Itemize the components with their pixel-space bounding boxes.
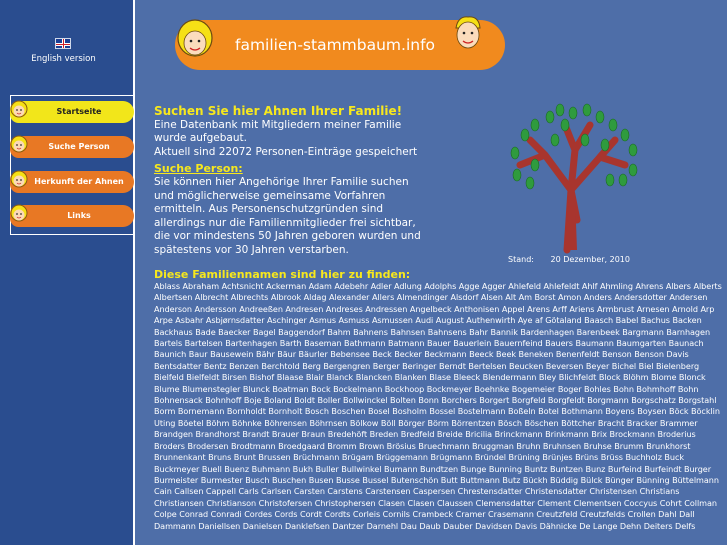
girl-icon [8,202,30,228]
english-version-link[interactable]: English version [31,54,96,64]
intro-heading: Suchen Sie hier Ahnen Ihrer Familie! [154,104,403,118]
nav-links-label: Links [67,211,91,220]
intro-text-2: Aktuell sind 22072 Personen-Einträge gespeichert [154,145,418,158]
sidebar [0,0,133,545]
nav-suche-person[interactable] [10,136,134,158]
nav-links[interactable] [10,205,134,227]
names-heading: Diese Familiennamen sind hier zu finden: [154,268,411,281]
suche-person-heading[interactable]: Suche Person: [154,162,243,176]
girl-icon [8,98,30,124]
nav-herkunft-der-ahnen[interactable] [10,171,134,193]
stand-date [508,255,630,264]
intro-text-1: Eine Datenbank mit Mitgliedern meiner Familie wurde aufgebaut. [154,118,402,145]
site-title: familien-stammbaum.info [235,36,436,54]
nav-startseite[interactable] [10,101,134,123]
family-names-list[interactable]: Ablass Abraham Achtsnicht Ackerman Adam Adebehr Adler Adlung Adolphs Agge Agger Ahlefeld Ahlefeldt Ahlf Ahmling Ahrens Albers Alberts Albertsen Albrecht Albrechts Albrook Aldag Alexander Allers Almendinger Alsdorf Alsen Alt Am Borst Amon Anders Andersdotter Andersen Anderson Andersson Andreeßen Andresen Andreses Andressen Angelbeck Anthonisen Appel Arens Arff Ariens Armbrust Arnesen Arnold Arp Arpe Asbahr Asbjørnsdatter Aschinger Asmus Asmuss Asmussen Audi August Authenwirth Aye af Götaland Baasch Babel Bachus Backen Backhaus Bade Baecker Bagel Baggendorf Bahm Bahnens Bahnsen Bahnsens Bahr Bannik Bardenhagen Barenbeek Bargmann Barnhagen Bartels Bartelsen Bartenhagen Barth Baseman Bathmann Batmann Bauer Bauerlein Bauernfeind Bauers Baumann Baumgarten Baunach Baunich Baur Bausewein Bähr Bäur Bäurler Bebensee Beck Becker Beckmann Beeck Beek Beneken Benenfeldt Benson Benson Davis Bentsdatter Bentz Benzen Berchtold Berg Bergengren Berger Beringer Berndt Bertelsen Beucken Beversen Beyer Bichel Biel Bielenberg Bielfeld Bielfeldt Birsen Bishof Blaase Blair Blanck Blancken Blanken Blase Bleeck Blendermann Bley Blichfeldt Block Blöhm Blome Blonck Blume Blumenstegler Blunck Boatman Bock Bockelmann Bockhoop Bockmeyer Boehnke Bogemeier Boger Bohles Bohn Bohmhoff Bohn Bohnensack Bohnhoff Boje Boland Boldt Boller Bollwinckel Bolten Bonn Borchers Borgert Borgfeld Borgfeldt Borgmann Borgschatz Borgstahl Borm Bornemann Bornholdt Bornholt Bosch Boschen Bosel Bosholm Bossel Bostelmann Boßeln Botel Bothmann Boyens Boysen Böck Böcklin Uting Böetel Böhm Böhnke Böhrensen Böhrnsen Bölkow Böll Börger Börm Börrentzen Bösch Böschen Böttcher Bracht Bracker Brammer Brandgen Brandhorst Brandt Brauer Braun Bredehöft Breden Bredfeld Breide Bricilia Brinckmann Brinkmann Brix Brockmann Broderius Broders Brodersen Brodtmann Broedgaard Bromm Brown Brösius Bruechmann Bruggman Bruhn Bruhnsen Bruhse Brumm Brunkhorst Brunnenkant Bruns Brunt Brussen Brüchmann Brügam Brüggemann Brügmann Bründel Brüning Brünjes Brüns Brüss Buchholz Buck Buckmeyer Buell Buenz Buhmann Bukh Buller Bullwinkel Bumann Bundtzen Bunge Bunning Buntz Buntzen Bunz Burfeind Burfeindt Burger Burmeister Burmester Busch Buschen Busen Busse Bussel Butenschön Butt Buttmann Butz Bückh Büddig Bülck Bünger Bünning Büttelmann Cain Callsen Cappell Carls Carlsen Carsten Carstens Carstensen Caspersen Chrestensdatter Christensdatter Christensen Christians Christiansen Christianson Christofersen Christophersen Clasen Clasen Claussen Clemensdatter Clement Clementsen Coccyus Cohrt Collman Colpe Conrad Conradi Cordes Cords Cordt Cordts Corleis Cornils Crambeck Cramer Crasemann Creutzfeld Creutzfelds Crollen Dahl Dall Dammann Daniellsen Danielsen Danklefsen Dantzer Darnehl Dau Daub Dauber Davidsen Davis Dähnicke De Lange Dehn Deiters Delfs [154,281,722,531]
girl-icon [8,133,30,159]
intro-section [154,105,424,258]
nav-herkunft-label: Herkunft der Ahnen [34,177,124,186]
stand-date-value: 20 Dezember, 2010 [550,255,630,264]
boy-right-icon [452,14,484,54]
uk-flag-icon[interactable] [55,38,71,49]
nav-startseite-label: Startseite [56,107,102,116]
girl-icon [8,168,30,194]
girl-left-icon [175,18,215,62]
sidebar-divider [133,0,135,545]
suche-person-text: Sie können hier Angehörige Ihrer Familie suchen und möglicherweise gemeinsame Vorfahren ermitteln. Aus Personenschutzgründen sind allerdings nur die Familienmitglieder frei sichtbar, die vor mindestens 50 Jahren geboren wurden und spätestens vor 30 Jahren verstarben. [154,175,421,256]
family-tree-icon [505,95,645,255]
nav-suche-person-label: Suche Person [48,142,110,151]
stand-label: Stand: [508,255,534,264]
